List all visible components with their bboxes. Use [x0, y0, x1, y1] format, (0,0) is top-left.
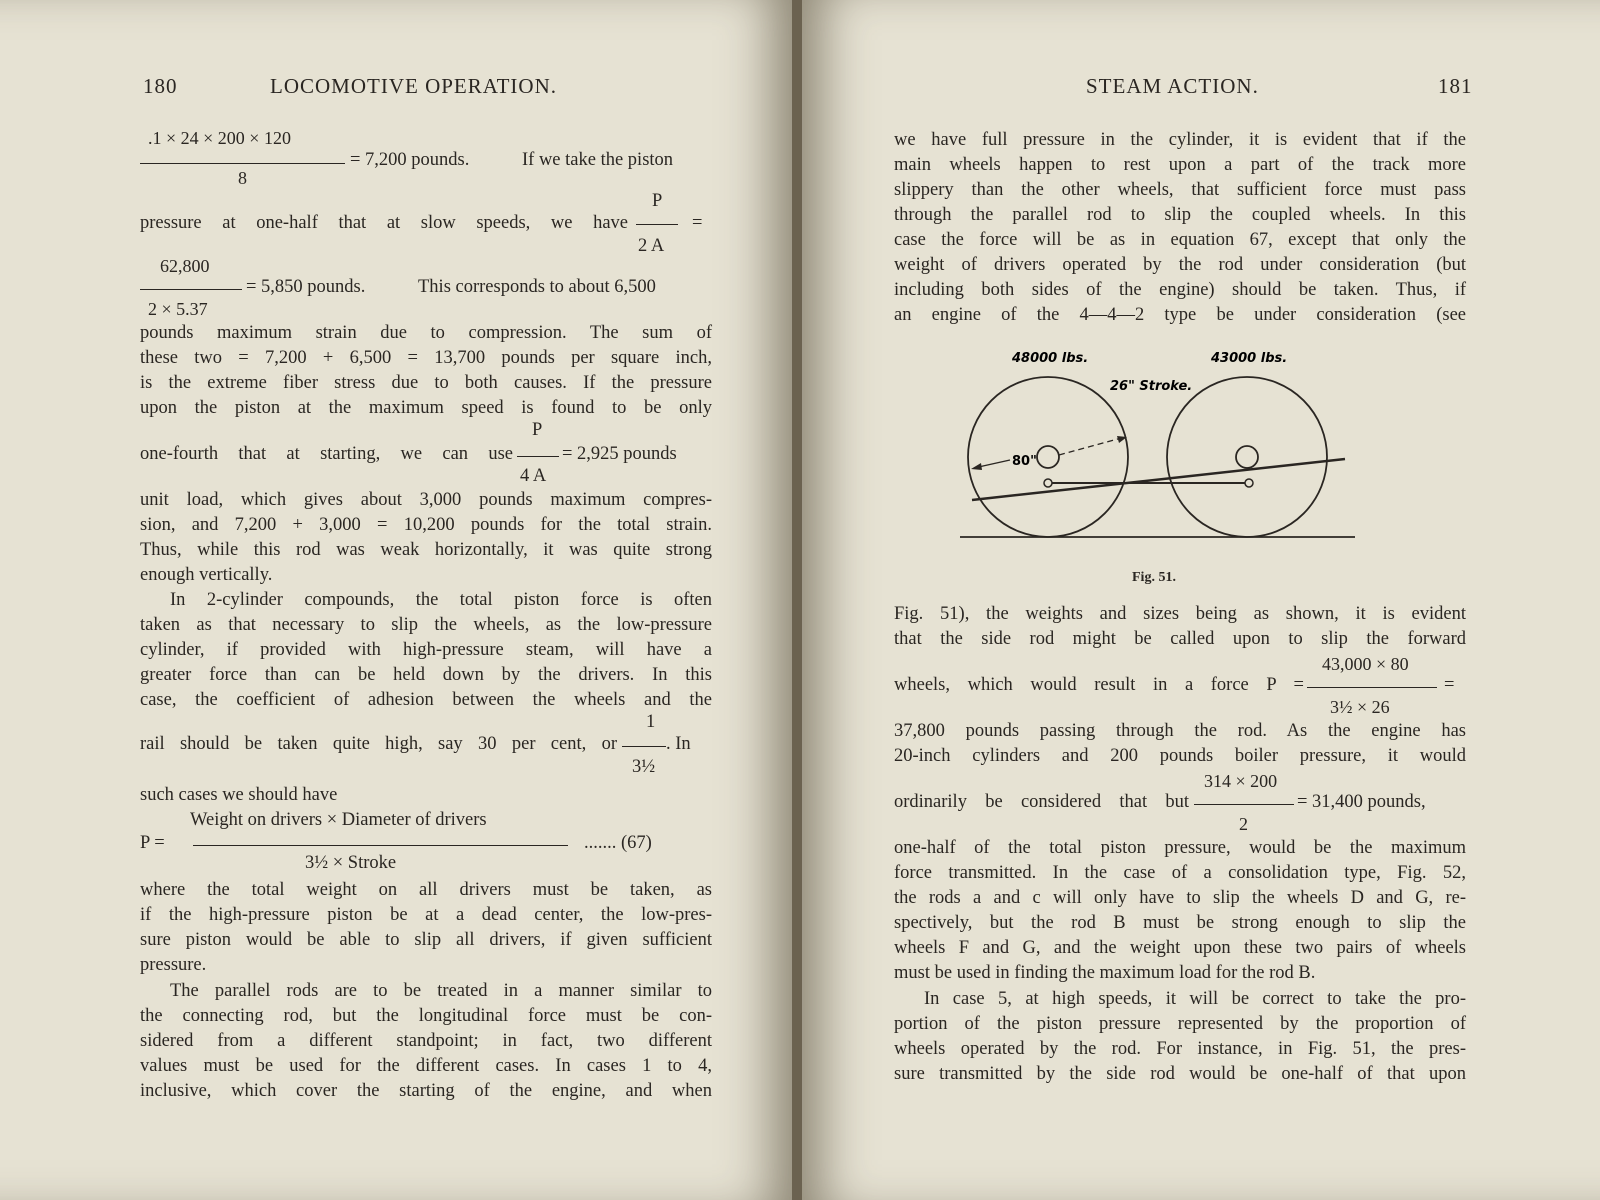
axle-rear: [1236, 446, 1258, 468]
text-line: including both sides of the engine) should be taken. Thus, if: [894, 280, 1466, 300]
text-line: 37,800 pounds passing through the rod. As the engine has: [894, 721, 1466, 741]
text-line: through the parallel rod to slip the coupled wheels. In this: [894, 205, 1466, 225]
frac-p-tail: =: [692, 213, 703, 233]
eq4-denominator: 3½: [632, 757, 656, 777]
eq4-tail: . In: [666, 734, 691, 754]
text-line: weight of drivers operated by the rod under consideration (but: [894, 255, 1466, 275]
running-head-right: STEAM ACTION.: [1086, 74, 1259, 98]
label-diameter: 80": [1012, 454, 1037, 469]
eq2-denominator: 2 × 5.37: [148, 299, 208, 319]
eq1-trailing: If we take the piston: [522, 150, 674, 170]
text-line: must be used in finding the maximum load for the rod B.: [894, 963, 1316, 983]
eq5-tail: =: [1444, 675, 1455, 695]
text-line: Fig. 51), the weights and sizes being as shown, it is evident: [894, 604, 1466, 624]
label-right-weight: 43000 lbs.: [1211, 351, 1288, 366]
eq1-denominator: 8: [238, 168, 247, 188]
crankpin-front: [1044, 479, 1052, 487]
text-line: taken as that necessary to slip the wheels, as the low-pressure: [140, 615, 712, 635]
eq2-result: = 5,850 pounds.: [246, 277, 366, 297]
radius-line: [1059, 437, 1125, 455]
frac-p-denominator: 2 A: [638, 236, 665, 256]
eq5-fraction-bar: [1307, 687, 1437, 688]
eq67-numerator: Weight on drivers × Diameter of drivers: [190, 810, 487, 830]
eq1-numerator: .1 × 24 × 200 × 120: [148, 128, 291, 148]
wheel-rear: [1167, 377, 1327, 537]
text-line: Thus, while this rod was weak horizontally, it was quite strong: [140, 540, 712, 560]
text-line: The parallel rods are to be treated in a manner similar to: [170, 981, 712, 1001]
text-line: sidered from a different standpoint; in fact, two different: [140, 1031, 712, 1051]
figure-51-diagram: [960, 340, 1380, 580]
eq2-numerator: 62,800: [160, 256, 210, 276]
right-page: [802, 0, 1600, 1200]
text-line: pounds maximum strain due to compression. The sum of: [140, 323, 712, 343]
text-line: enough vertically.: [140, 565, 273, 585]
eq3-lead: one-fourth that at starting, we can use: [140, 444, 513, 464]
text-line: wheels operated by the rod. For instance, in Fig. 51, the pres-: [894, 1039, 1466, 1059]
eq6-lead: ordinarily be considered that but: [894, 792, 1189, 812]
text-line: sion, and 7,200 + 3,000 = 10,200 pounds for the total strain.: [140, 515, 712, 535]
text-line: force transmitted. In the case of a consolidation type, Fig. 52,: [894, 863, 1466, 883]
eq3-result: = 2,925 pounds: [562, 444, 677, 464]
eq1-fraction-bar: [140, 163, 345, 164]
eq5-denominator: 3½ × 26: [1330, 697, 1390, 717]
text-line: we have full pressure in the cylinder, it is evident that if the: [894, 130, 1466, 150]
eq2-fraction-bar: [140, 289, 242, 290]
text-line: the rods a and c will only have to slip the wheels D and G, re-: [894, 888, 1466, 908]
crankpin-rear: [1245, 479, 1253, 487]
eq3-denominator: 4 A: [520, 466, 547, 486]
eq3-numerator: P: [532, 420, 543, 440]
text-line: unit load, which gives about 3,000 pounds maximum compres-: [140, 490, 712, 510]
text-line: case the force will be as in equation 67, except that only the: [894, 230, 1466, 250]
eq4-lead: rail should be taken quite high, say 30 per cent, or: [140, 734, 617, 754]
text-line: the connecting rod, but the longitudinal force must be con-: [140, 1006, 712, 1026]
eq1-result: = 7,200 pounds.: [350, 150, 470, 170]
text-line: main wheels happen to rest upon a part of the track more: [894, 155, 1466, 175]
page-number-right: 181: [1438, 74, 1473, 98]
text-line: slippery than the other wheels, that sufficient force must pass: [894, 180, 1466, 200]
text-line: sure transmitted by the side rod would be one-half of that upon: [894, 1064, 1466, 1084]
text-line: cylinder, if provided with high-pressure steam, will have a: [140, 640, 712, 660]
diameter-arrowhead: [971, 463, 982, 470]
text-line: upon the piston at the maximum speed is found to be only: [140, 398, 712, 418]
text-line: values must be used for the different cases. In cases 1 to 4,: [140, 1056, 712, 1076]
frac-p-bar: [636, 224, 678, 225]
frac-p-numerator: P: [652, 191, 663, 211]
text-line: portion of the piston pressure represented by the proportion of: [894, 1014, 1466, 1034]
label-left-weight: 48000 lbs.: [1012, 351, 1089, 366]
text-line: spectively, but the rod B must be strong enough to slip the: [894, 913, 1466, 933]
text-line: greater force than can be held down by the drivers. In this: [140, 665, 712, 685]
text-line: inclusive, which cover the starting of the engine, and when: [140, 1081, 712, 1101]
text-line: one-half of the total piston pressure, would be the maximum: [894, 838, 1466, 858]
wheel-front: [968, 377, 1128, 537]
text-line: In 2-cylinder compounds, the total piston force is often: [170, 590, 712, 610]
eq6-denominator: 2: [1239, 814, 1248, 834]
text-line: that the side rod might be called upon to slip the forward: [894, 629, 1466, 649]
axle-front: [1037, 446, 1059, 468]
eq6-result: = 31,400 pounds,: [1297, 792, 1426, 812]
text-line: where the total weight on all drivers must be taken, as: [140, 880, 712, 900]
text-line: case, the coefficient of adhesion between the wheels and the: [140, 690, 712, 710]
text-line: an engine of the 4—4—2 type be under consideration (see: [894, 305, 1466, 325]
page-number-left: 180: [143, 74, 178, 98]
text-line: 20-inch cylinders and 200 pounds boiler pressure, it would: [894, 746, 1466, 766]
eq4-numerator: 1: [646, 712, 656, 732]
eq67-lhs: P =: [140, 833, 165, 853]
eq6-numerator: 314 × 200: [1204, 771, 1278, 791]
running-head-left: LOCOMOTIVE OPERATION.: [270, 74, 557, 98]
eq3-fraction-bar: [517, 456, 559, 457]
book-gutter: [792, 0, 802, 1200]
label-stroke: 26" Stroke.: [1110, 379, 1193, 394]
eq67-label: ....... (67): [584, 833, 652, 853]
text-line: sure piston would be able to slip all drivers, if given sufficient: [140, 930, 712, 950]
text-line: such cases we should have: [140, 785, 338, 805]
eq67-denominator: 3½ × Stroke: [305, 853, 397, 873]
text-line: is the extreme fiber stress due to both causes. If the pressure: [140, 373, 712, 393]
text-line: these two = 7,200 + 6,500 = 13,700 pounds per square inch,: [140, 348, 712, 368]
eq67-fraction-bar: [193, 845, 568, 846]
figure-caption: Fig. 51.: [1132, 570, 1176, 585]
eq5-numerator: 43,000 × 80: [1322, 654, 1409, 674]
text-line: In case 5, at high speeds, it will be correct to take the pro-: [924, 989, 1466, 1009]
left-page: [0, 0, 792, 1200]
text-line: wheels F and G, and the weight upon these two pairs of wheels: [894, 938, 1466, 958]
text-line: if the high-pressure piston be at a dead center, the low-pres-: [140, 905, 712, 925]
text-line: pressure.: [140, 955, 207, 975]
eq6-fraction-bar: [1194, 804, 1294, 805]
line-pressure-half: pressure at one-half that at slow speeds, we have: [140, 213, 628, 233]
eq4-fraction-bar: [622, 746, 666, 747]
eq5-lead: wheels, which would result in a force P =: [894, 675, 1304, 695]
eq2-trailing: This corresponds to about 6,500: [418, 277, 656, 297]
